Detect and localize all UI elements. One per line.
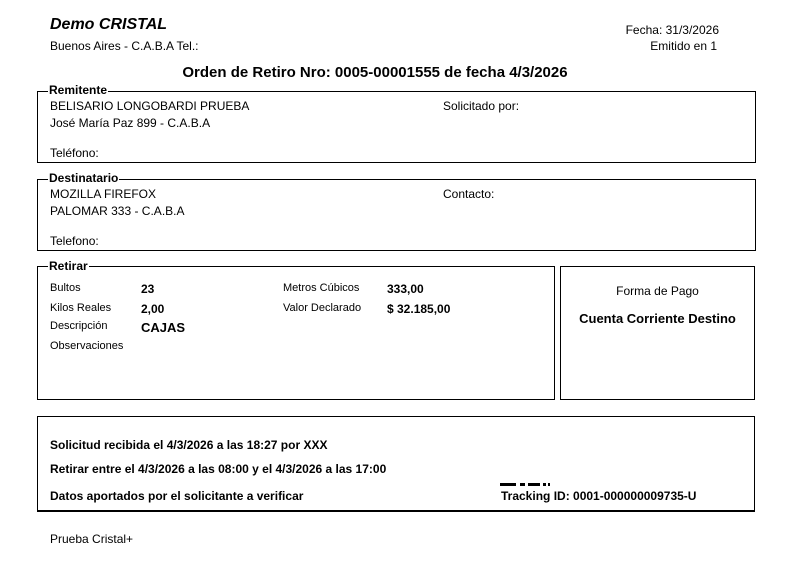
metros-label: Metros Cúbicos (283, 282, 360, 294)
valor-label: Valor Declarado (283, 302, 362, 314)
company-name: Demo CRISTAL (50, 16, 168, 33)
company-address: Buenos Aires - C.A.B.A Tel.: (50, 39, 199, 53)
order-title: Orden de Retiro Nro: 0005-00001555 de fecha 4/3/2026 (182, 64, 568, 81)
print-date: Fecha: 31/3/2026 (625, 23, 719, 37)
contacto-label: Contacto: (443, 187, 495, 201)
tracking-id: Tracking ID: 0001-000000009735-U (501, 489, 697, 503)
pago-label: Forma de Pago (616, 284, 699, 298)
descripcion-label: Descripción (50, 320, 108, 332)
kilos-label: Kilos Reales (50, 302, 112, 314)
footer-text: Prueba Cristal+ (50, 532, 134, 546)
destinatario-phone-label: Telefono: (50, 234, 99, 248)
remitente-address: José María Paz 899 - C.A.B.A (50, 116, 211, 130)
pago-value: Cuenta Corriente Destino (579, 311, 736, 326)
remitente-label: Remitente (49, 83, 108, 97)
barcode-mark (500, 483, 550, 487)
bultos-label: Bultos (50, 282, 81, 294)
solicitud-text: Solicitud recibida el 4/3/2026 a las 18:27 por XXX (50, 438, 328, 452)
descripcion-value: CAJAS (141, 320, 186, 335)
issued-count: Emitido en 1 (650, 39, 717, 53)
remitente-phone-label: Teléfono: (50, 146, 99, 160)
valor-value: $ 32.185,00 (387, 302, 451, 316)
metros-value: 333,00 (387, 282, 424, 296)
destinatario-name: MOZILLA FIREFOX (50, 187, 157, 201)
datos-text: Datos aportados por el solicitante a verificar (50, 489, 304, 503)
retirar-label: Retirar (49, 259, 88, 273)
observaciones-label: Observaciones (50, 340, 124, 352)
retirar-entre-text: Retirar entre el 4/3/2026 a las 08:00 y el 4/3/2026 a las 17:00 (50, 462, 387, 476)
destinatario-address: PALOMAR 333 - C.A.B.A (50, 204, 185, 218)
destinatario-label: Destinatario (49, 171, 119, 185)
kilos-value: 2,00 (141, 302, 165, 316)
solicitado-por-label: Solicitado por: (443, 99, 520, 113)
bultos-value: 23 (141, 282, 155, 296)
remitente-name: BELISARIO LONGOBARDI PRUEBA (50, 99, 250, 113)
